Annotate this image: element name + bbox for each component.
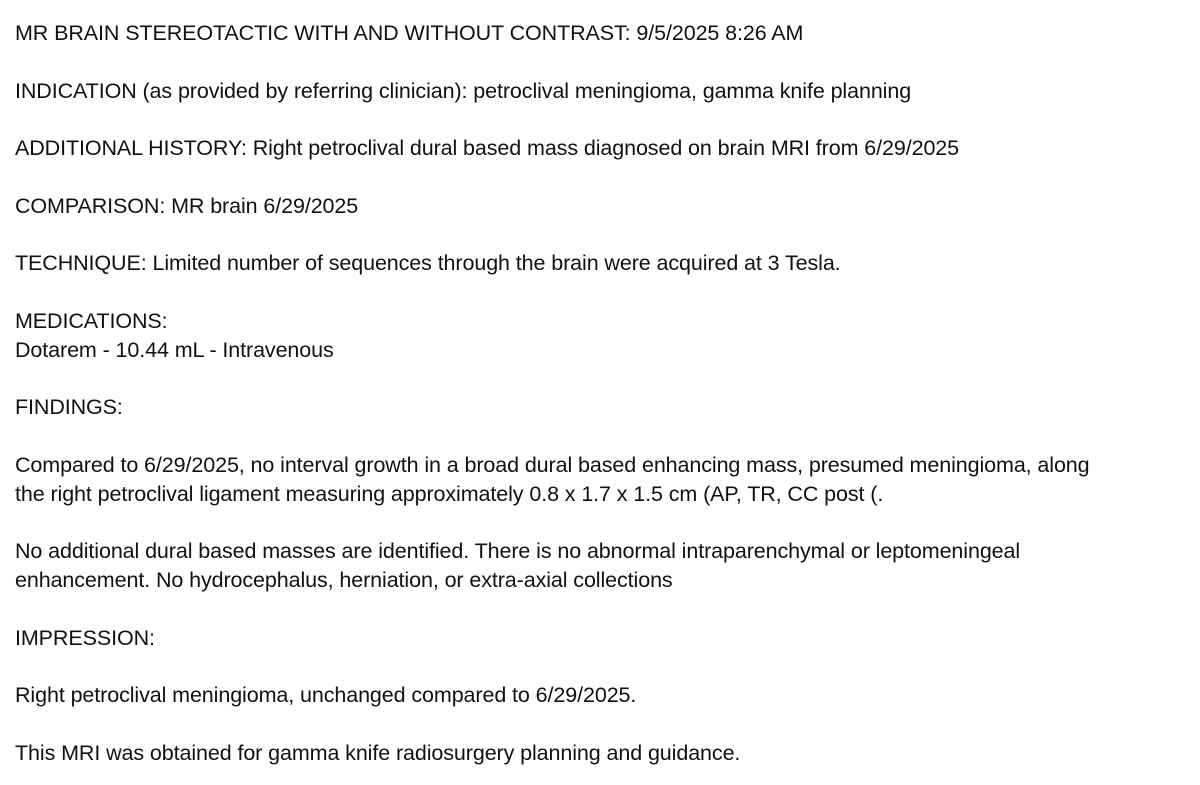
impression-paragraph-2: This MRI was obtained for gamma knife radiosurgery planning and guidance.	[15, 740, 741, 765]
spacer	[15, 105, 1185, 134]
spacer	[15, 221, 1185, 250]
additional-history-text: ADDITIONAL HISTORY: Right petroclival dural based mass diagnosed on brain MRI from 6/29/2025	[15, 136, 960, 161]
technique-text: TECHNIQUE: Limited number of sequences through the brain were acquired at 3 Tesla.	[15, 251, 841, 276]
comparison-text: COMPARISON: MR brain 6/29/2025	[15, 193, 359, 218]
impression-header: IMPRESSION:	[15, 625, 155, 650]
spacer	[15, 48, 1185, 77]
spacer	[15, 653, 1185, 682]
spacer	[15, 278, 1185, 307]
findings-paragraph-2-line-2: enhancement. No hydrocephalus, herniation, or extra-axial collections	[15, 568, 673, 593]
impression-paragraph-1: Right petroclival meningioma, unchanged compared to 6/29/2025.	[15, 683, 637, 708]
medications-header: MEDICATIONS:	[15, 308, 168, 333]
spacer	[15, 422, 1185, 451]
spacer	[15, 710, 1185, 739]
spacer	[15, 595, 1185, 624]
findings-paragraph-1-line-2: the right petroclival ligament measuring approximately 0.8 x 1.7 x 1.5 cm (AP, TR, CC post (.	[15, 481, 884, 506]
medications-item: Dotarem - 10.44 mL - Intravenous	[15, 337, 334, 362]
spacer	[15, 365, 1185, 394]
spacer	[15, 509, 1185, 538]
findings-paragraph-2-line-1: No additional dural based masses are identified. There is no abnormal intraparenchymal or leptomeningeal	[15, 539, 1021, 564]
report-title: MR BRAIN STEREOTACTIC WITH AND WITHOUT CONTRAST: 9/5/2025 8:26 AM	[15, 21, 804, 45]
spacer	[15, 163, 1185, 192]
findings-header: FINDINGS:	[15, 395, 123, 420]
findings-paragraph-1-line-1: Compared to 6/29/2025, no interval growth in a broad dural based enhancing mass, presumed meningioma, along	[15, 452, 1090, 477]
indication-text: INDICATION (as provided by referring clinician): petroclival meningioma, gamma knife planning	[15, 78, 912, 103]
